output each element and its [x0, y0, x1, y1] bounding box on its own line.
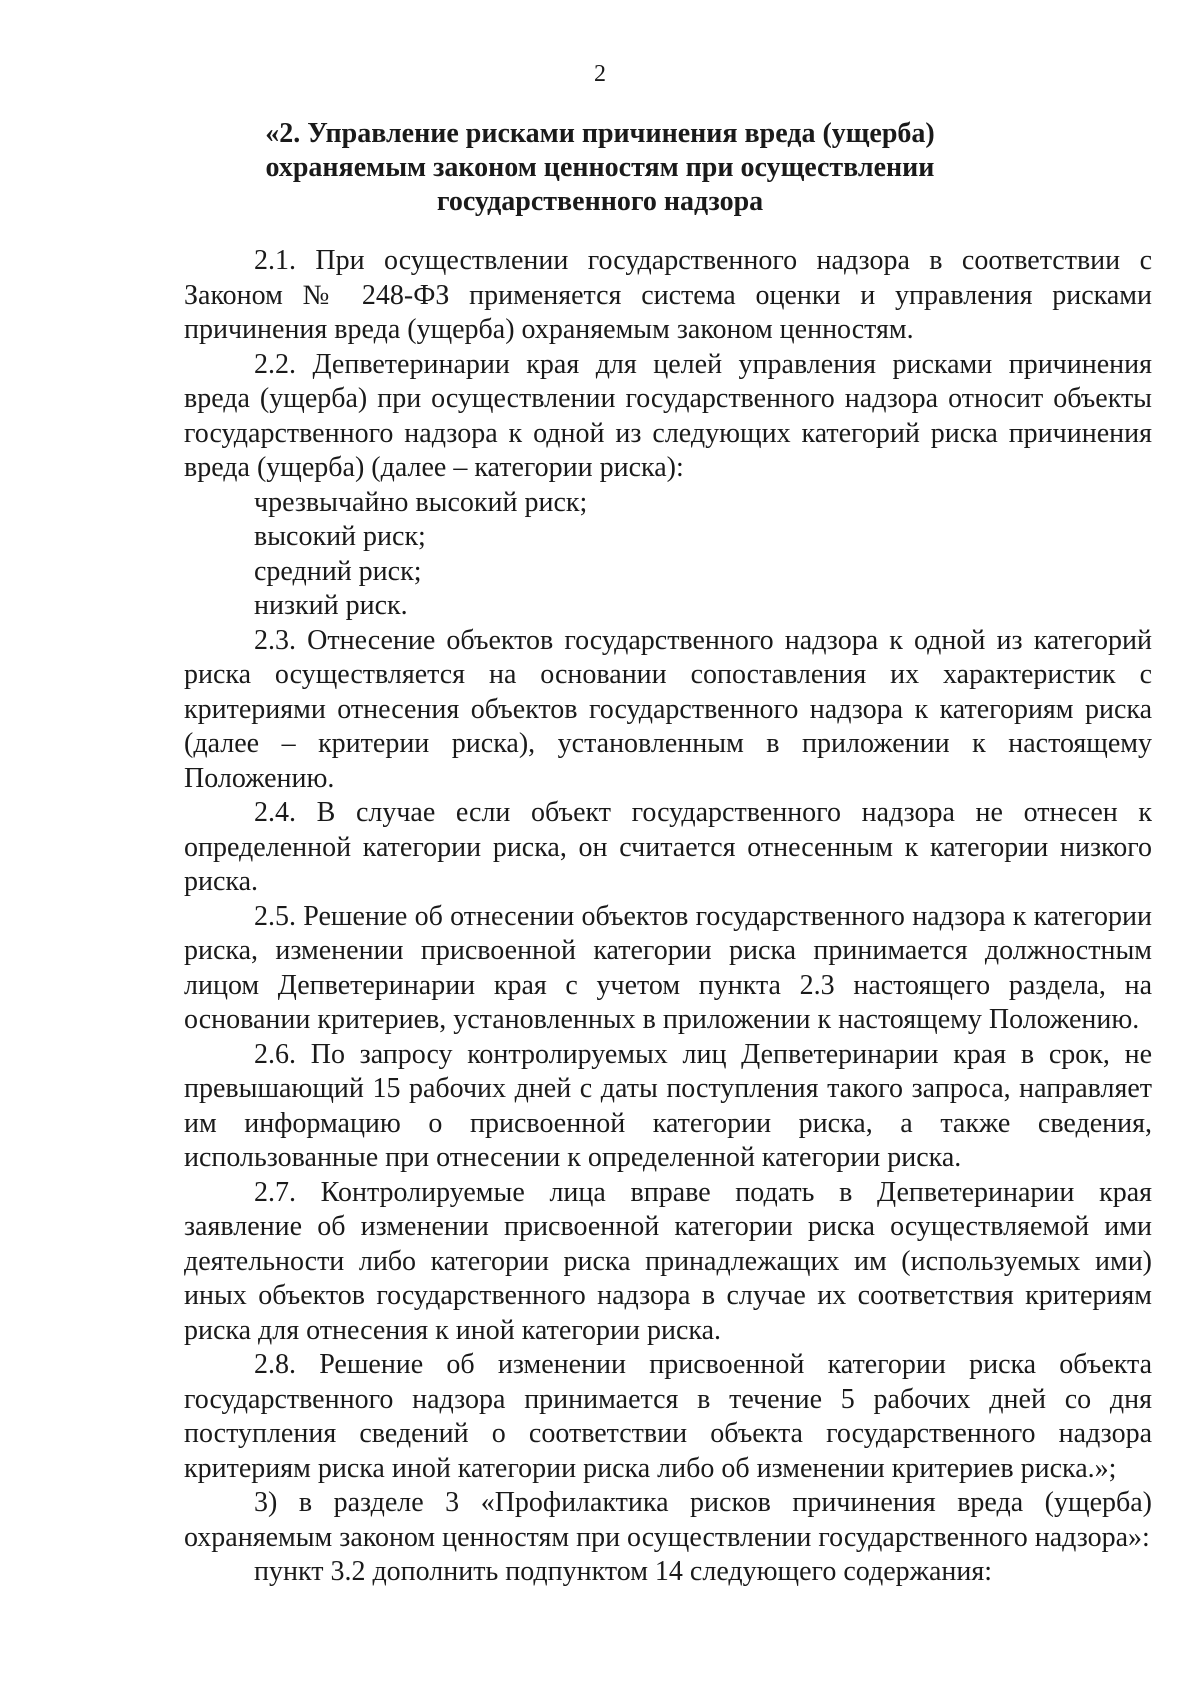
heading-line: «2. Управление рисками причинения вреда (ущерба) [265, 118, 935, 149]
heading-line: государственного надзора [436, 186, 764, 217]
paragraph-point-3-2: пункт 3.2 дополнить подпунктом 14 следующего содержания: [254, 1556, 993, 1587]
paragraph-section-3: 3) в разделе 3 «Профилактика рисков причинения вреда (ущерба) охраняемым законом ценностям при осуществлении государственного надзора»: [184, 1487, 1152, 1553]
paragraph-2-6: 2.6. По запросу контролируемых лиц Депветеринарии края в срок, не превышающий 15 рабочих дней с даты поступления такого запроса, направляет им информацию о присвоенной категории риска, а также сведения, использованные при отнесении к определенной категории риска. [184, 1038, 1152, 1173]
paragraph-2-5: 2.5. Решение об отнесении объектов государственного надзора к категории риска, изменении присвоенной категории риска принимается должностным лицом Депветеринарии края с учетом пункта 2.3 настоящего раздела, на основании критериев, установленных в приложении к настоящему Положению. [184, 900, 1152, 1035]
risk-category-item: средний риск; [254, 555, 422, 587]
section-heading [150, 117, 1050, 219]
risk-category-item: чрезвычайно высокий риск; [254, 486, 588, 518]
paragraph-2-3: 2.3. Отнесение объектов государственного надзора к одной из категорий риска осуществляется на основании сопоставления их характеристик с критериями отнесения объектов государственного надзора к категориям риска (далее – критерии риска), установленным в приложении к настоящему Положению. [184, 624, 1152, 794]
paragraph-2-8: 2.8. Решение об изменении присвоенной категории риска объекта государственного надзора принимается в течение 5 рабочих дней со дня поступления сведений о соответствии объекта государственного надзора критериям риска иной категории риска либо об изменении критериев риска.»; [184, 1349, 1152, 1484]
risk-category-item: низкий риск. [254, 590, 408, 621]
paragraph-2-2: 2.2. Депветеринарии края для целей управления рисками причинения вреда (ущерба) при осуществлении государственного надзора относит объекты государственного надзора к одной из следующих категорий риска причинения вреда (ущерба) (далее – категории риска): [184, 348, 1152, 483]
paragraph-2-1: 2.1. При осуществлении государственного надзора в соответствии с Законом № 248-ФЗ применяется система оценки и управления рисками причинения вреда (ущерба) охраняемым законом ценностям. [184, 245, 1152, 345]
heading-line: охраняемым законом ценностям при осуществлении [265, 152, 935, 183]
paragraph-2-7: 2.7. Контролируемые лица вправе подать в Депветеринарии края заявление об изменении присвоенной категории риска осуществляемой ими деятельности либо категории риска принадлежащих им (используемых ими) иных объектов государственного надзора в случае их соответствия критериям риска для отнесения к иной категории риска. [184, 1176, 1152, 1346]
document-body [184, 244, 1152, 1590]
paragraph-2-4: 2.4. В случае если объект государственного надзора не отнесен к определенной категории риска, он считается отнесенным к категории низкого риска. [184, 797, 1152, 897]
risk-category-item: высокий риск; [254, 521, 426, 552]
page-number: 2 [594, 61, 606, 87]
